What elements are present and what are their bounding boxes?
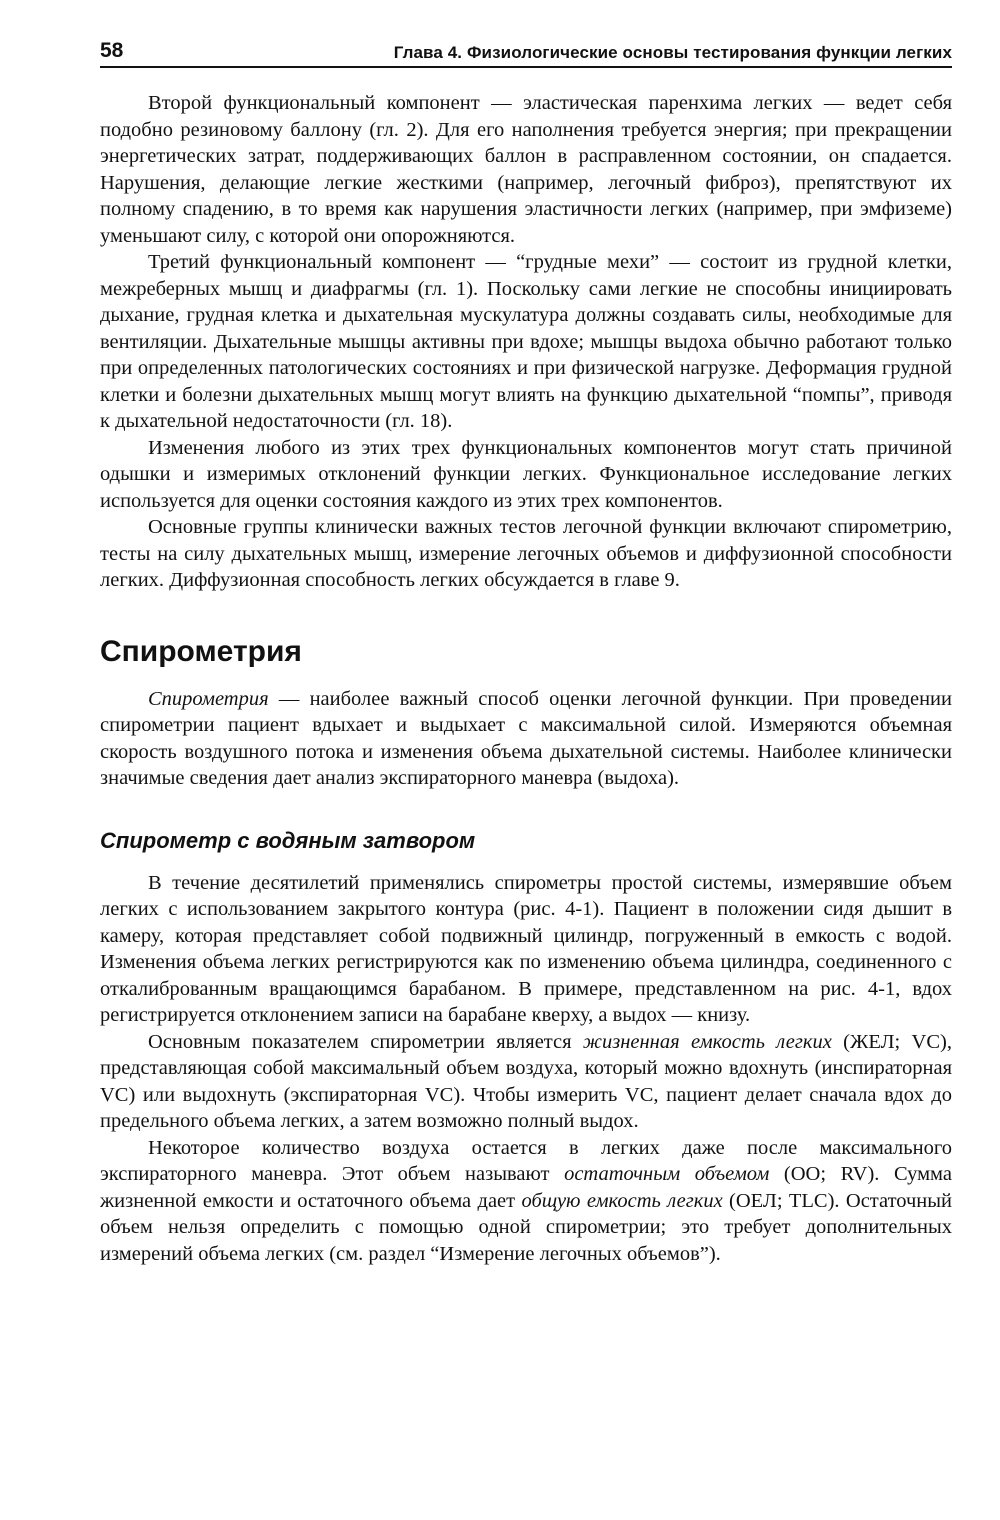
intro-block: [100, 90, 952, 594]
paragraph: Второй функциональный компонент — эластическая паренхима легких — ведет себя подобно резиновому баллону (гл. 2). Для его наполнения требуется энергия; при прекращении энергетических затрат, поддерживающих баллон в расправленном состоянии, он спадается. Нарушения, делающие легкие жесткими (например, легочный фиброз), препятствуют их полному спадению, в то время как нарушения эластичности легких (например, при эмфиземе) уменьшают силу, с которой они опорожняются.: [100, 92, 952, 247]
term-emphasis: жизненная емкость легких: [582, 1030, 832, 1053]
term-emphasis: Спирометрия: [148, 687, 269, 710]
chapter-title: Глава 4. Физиологические основы тестирования функции легких: [393, 43, 952, 62]
paragraph: Изменения любого из этих трех функциональных компонентов могут стать причиной одышки и измеримых отклонений функции легких. Функциональное исследование легких используется для оценки состояния каждого из этих трех компонентов.: [100, 436, 952, 512]
paragraph-text: (ОО; RV). Сумма жизненной емкости и остаточного объема дает: [100, 1163, 952, 1212]
paragraph-text: Некоторое количество воздуха остается в легких даже после максимального экспираторного маневра. Этот объем называют: [100, 1136, 952, 1185]
paragraph-text: — наиболее важный способ оценки легочной функции. При проведении спирометрии пациент вдыхает и выдыхает с максимальной силой. Измеряются объемная скорость воздушного потока и изменения объема дыхательной системы. Наиболее клинически значимые сведения дает анализ экспираторного маневра (выдоха).: [100, 687, 952, 789]
section-heading: Спирометрия: [100, 634, 302, 668]
body-text: [100, 90, 952, 1267]
paragraph-text: (ЖЕЛ; VC), представляющая собой максимальный объем воздуха, который можно вдохнуть (инспираторная VC) или выдохнуть (экспираторная VC). Чтобы измерить VC, пациент делает сначала вдох до предельного объема легких, а затем возможно полный выдох.: [100, 1030, 952, 1132]
paragraph: В течение десятилетий применялись спирометры простой системы, измерявшие объем легких с использованием закрытого контура (рис. 4-1). Пациент в положении сидя дышит в камеру, которая представляет собой подвижный цилиндр, погруженный в емкость с водой. Изменения объема легких регистрируются как по изменению объема цилиндра, соединенного с откалиброванным вращающимся барабаном. В примере, представленном на рис. 4-1, вдох регистрируется отклонением записи на барабане кверху, а выдох — книзу.: [100, 871, 952, 1026]
book-page: [100, 34, 952, 1267]
paragraph: [100, 1135, 952, 1268]
paragraph: [100, 686, 952, 792]
term-emphasis: общую емкость легких: [521, 1189, 723, 1212]
term-emphasis: остаточным объемом: [564, 1163, 770, 1185]
paragraph-text: Основным показателем спирометрии является: [148, 1030, 583, 1053]
paragraph-text: (ОЕЛ; TLC). Остаточный объем нельзя определить с помощью одной спирометрии; это требует дополнительных измерений объема легких (см. раздел “Измерение легочных объемов”).: [100, 1189, 953, 1265]
subsection-heading: Спирометр с водяным затвором: [100, 827, 476, 853]
paragraph: Третий функциональный компонент — “грудные мехи” — состоит из грудной клетки, межреберных мышц и диафрагмы (гл. 1). Поскольку сами легкие не способны инициировать дыхание, грудная клетка и дыхательная мускулатура должны создавать силы, необходимые для вентиляции. Дыхательные мышцы активны при вдохе; мышцы выдоха обычно работают только при определенных патологических состояниях и при физической нагрузке. Деформация грудной клетки и болезни дыхательных мышц могут влиять на функцию дыхательной “помпы”, приводя к дыхательной недостаточности (гл. 18).: [100, 251, 952, 432]
running-head: [100, 34, 952, 68]
paragraph: Основные группы клинически важных тестов легочной функции включают спирометрию, тесты на силу дыхательных мышц, измерение легочных объемов и диффузионной способности легких. Диффузионная способность легких обсуждается в главе 9.: [100, 516, 952, 591]
page-number: 58: [100, 39, 124, 62]
paragraph: [100, 1029, 952, 1135]
